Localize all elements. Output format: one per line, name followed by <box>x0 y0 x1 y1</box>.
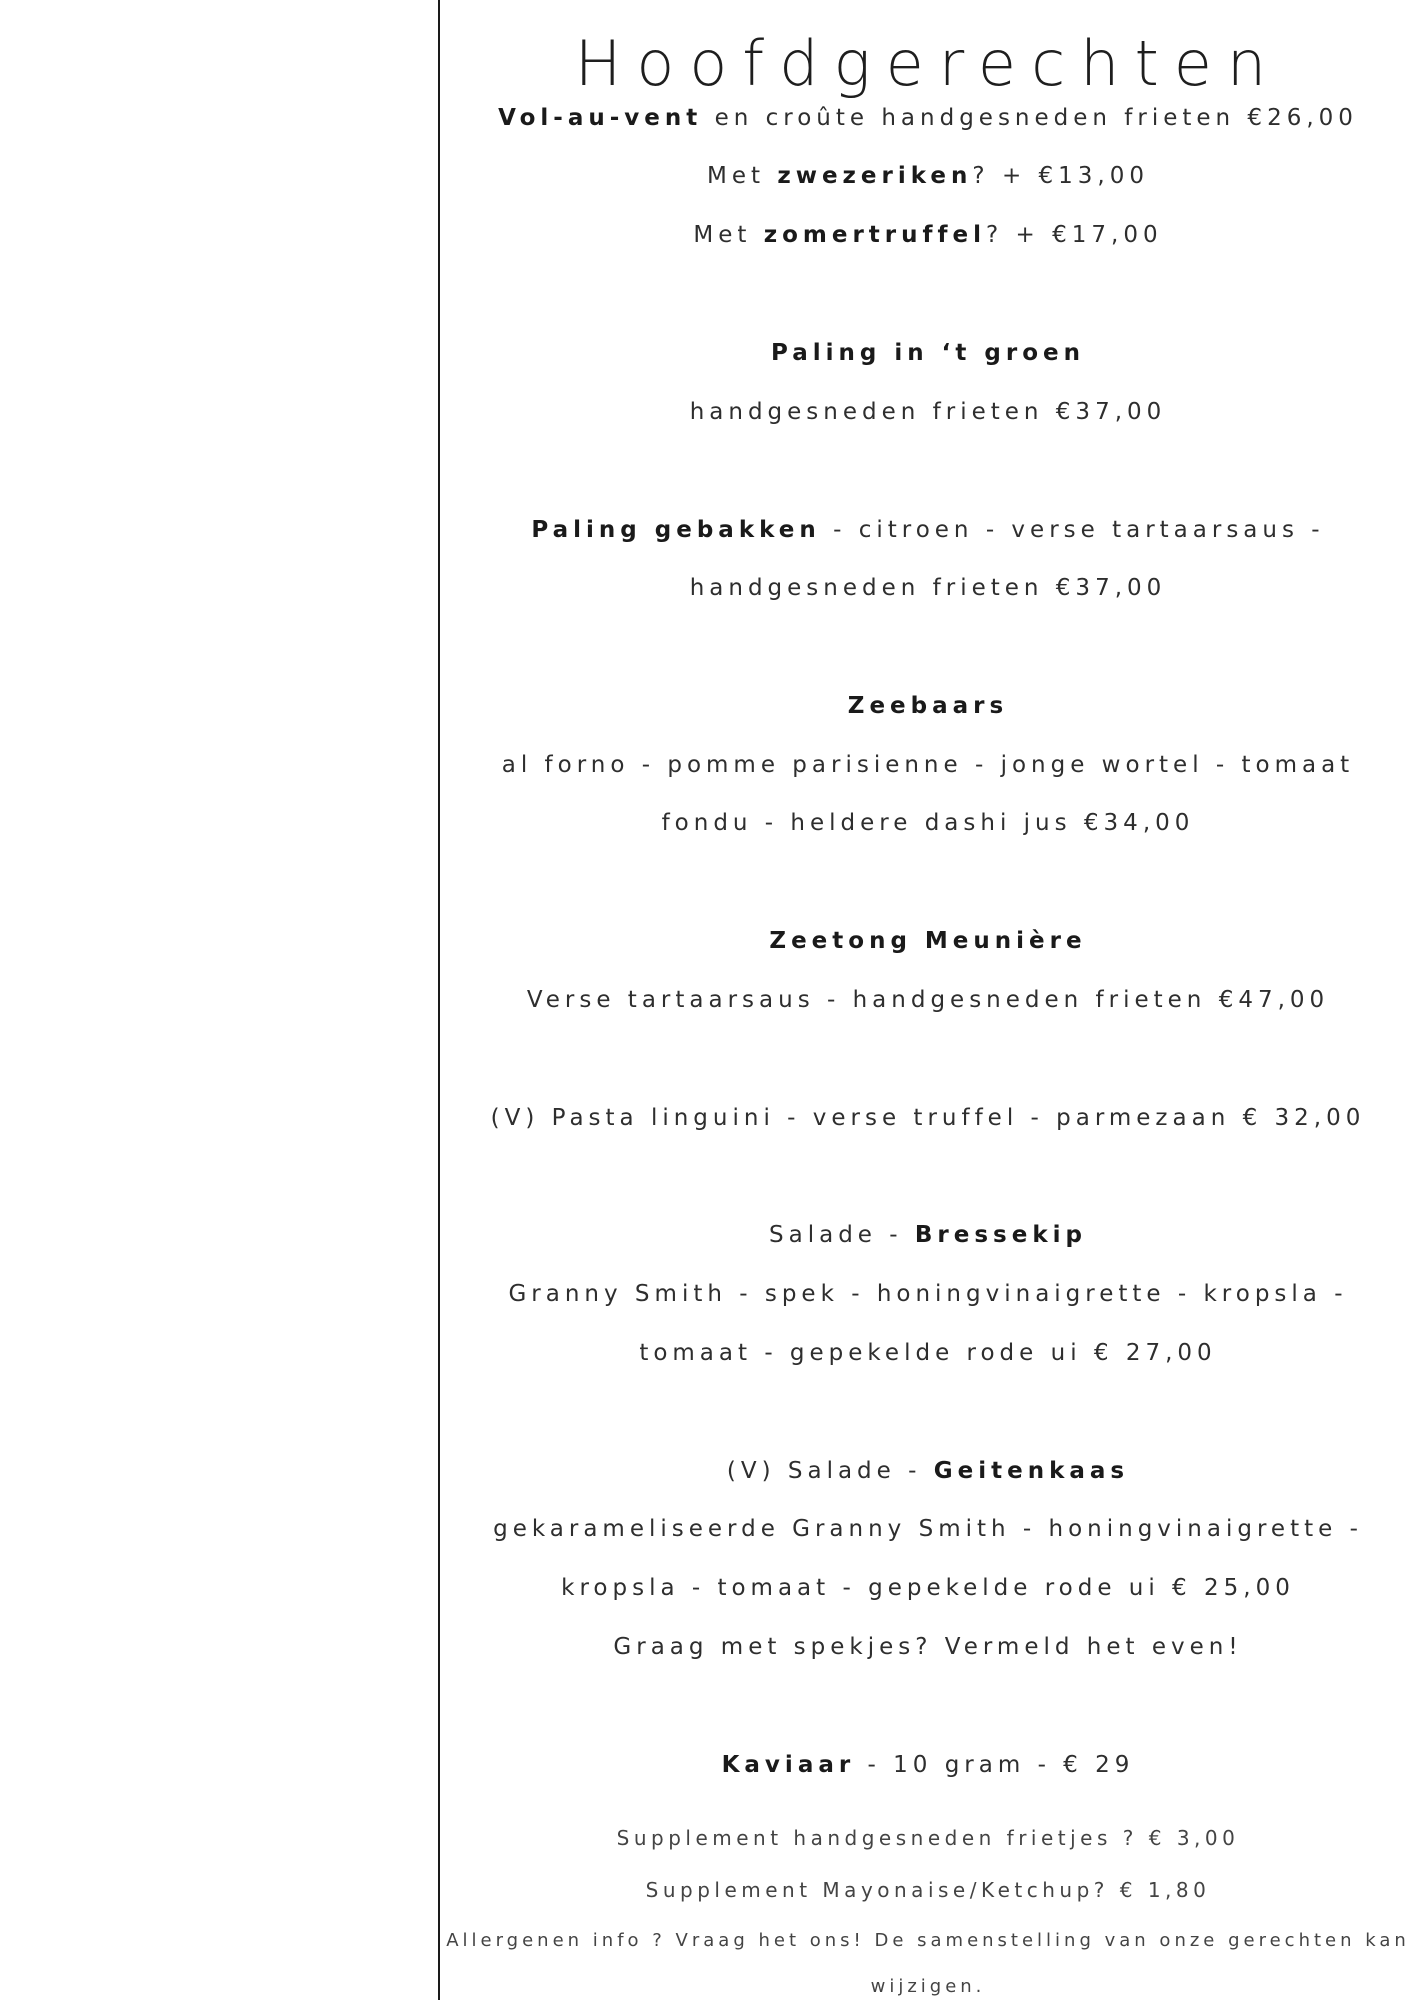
dish-name: Geitenkaas <box>933 1458 1130 1484</box>
supplement-frietjes: Supplement handgesneden frietjes ? € 3,00 <box>616 1826 1240 1850</box>
dish-salade-geitenkaas-description-1: gekarameliseerde Granny Smith - honingvinaigrette - <box>493 1516 1363 1542</box>
option-price: ? + €13,00 <box>972 163 1150 189</box>
dish-name: Vol-au-vent <box>498 105 703 131</box>
dish-salade-bressekip <box>442 1220 1414 1250</box>
dish-prefix: (V) Salade - <box>726 1458 934 1484</box>
dish-paling-groen-name <box>442 338 1414 368</box>
dish-volauvent <box>442 103 1414 133</box>
vertical-divider-line <box>438 0 440 2000</box>
dish-salade-geitenkaas-description-2: kropsla - tomaat - gepekelde rode ui € 25,00 <box>561 1575 1295 1601</box>
dish-zeetong-description: Verse tartaarsaus - handgesneden frieten €47,00 <box>526 987 1330 1013</box>
dish-paling-groen-description: handgesneden frieten €37,00 <box>689 399 1167 425</box>
dish-name: Paling in ‘t groen <box>771 340 1085 366</box>
dish-salade-geitenkaas <box>442 1456 1414 1486</box>
dish-zeebaars-description-1: al forno - pomme parisienne - jonge wortel - tomaat <box>501 752 1355 778</box>
dish-description: - citroen - verse tartaarsaus - <box>820 517 1325 543</box>
option-name: zwezeriken <box>777 163 973 189</box>
dish-salade-bressekip-description-1: Granny Smith - spek - honingvinaigrette - kropsla - <box>508 1281 1348 1307</box>
dish-option-zomertruffel <box>442 220 1414 250</box>
dish-option-zwezeriken <box>442 161 1414 191</box>
allergen-info: Allergenen info ? Vraag het ons! De samenstelling van onze gerechten kan <box>446 1930 1410 1951</box>
option-price: ? + €17,00 <box>986 222 1163 248</box>
dish-salade-geitenkaas-note: Graag met spekjes? Vermeld het even! <box>613 1634 1243 1660</box>
dish-zeebaars-name <box>442 691 1414 721</box>
dish-zeetong-name <box>442 926 1414 956</box>
dish-description: en croûte handgesneden frieten €26,00 <box>702 105 1358 131</box>
allergen-info-2: wijzigen. <box>870 1976 986 1997</box>
dish-description: - 10 gram - € 29 <box>855 1752 1135 1778</box>
dish-name: Kaviaar <box>721 1752 856 1778</box>
dish-name: Zeebaars <box>847 693 1009 719</box>
dish-salade-bressekip-description-2: tomaat - gepekelde rode ui € 27,00 <box>639 1340 1217 1366</box>
option-name: zomertruffel <box>763 222 987 248</box>
supplement-sauce: Supplement Mayonaise/Ketchup? € 1,80 <box>645 1878 1211 1902</box>
dish-paling-gebakken-description-2: handgesneden frieten €37,00 <box>689 575 1167 601</box>
page-title: Hoofdgerechten <box>574 27 1282 100</box>
dish-kaviaar <box>442 1750 1414 1780</box>
dish-prefix: Salade - <box>769 1222 915 1248</box>
dish-pasta: (V) Pasta linguini - verse truffel - parmezaan € 32,00 <box>490 1105 1366 1131</box>
dish-name: Zeetong Meunière <box>769 928 1087 954</box>
option-prefix: Met <box>693 222 764 248</box>
dish-name: Paling gebakken <box>531 517 821 543</box>
dish-paling-gebakken <box>442 515 1414 545</box>
dish-name: Bressekip <box>914 1222 1087 1248</box>
menu-page <box>442 0 1414 2000</box>
option-prefix: Met <box>706 163 778 189</box>
dish-zeebaars-description-2: fondu - heldere dashi jus €34,00 <box>661 810 1195 836</box>
